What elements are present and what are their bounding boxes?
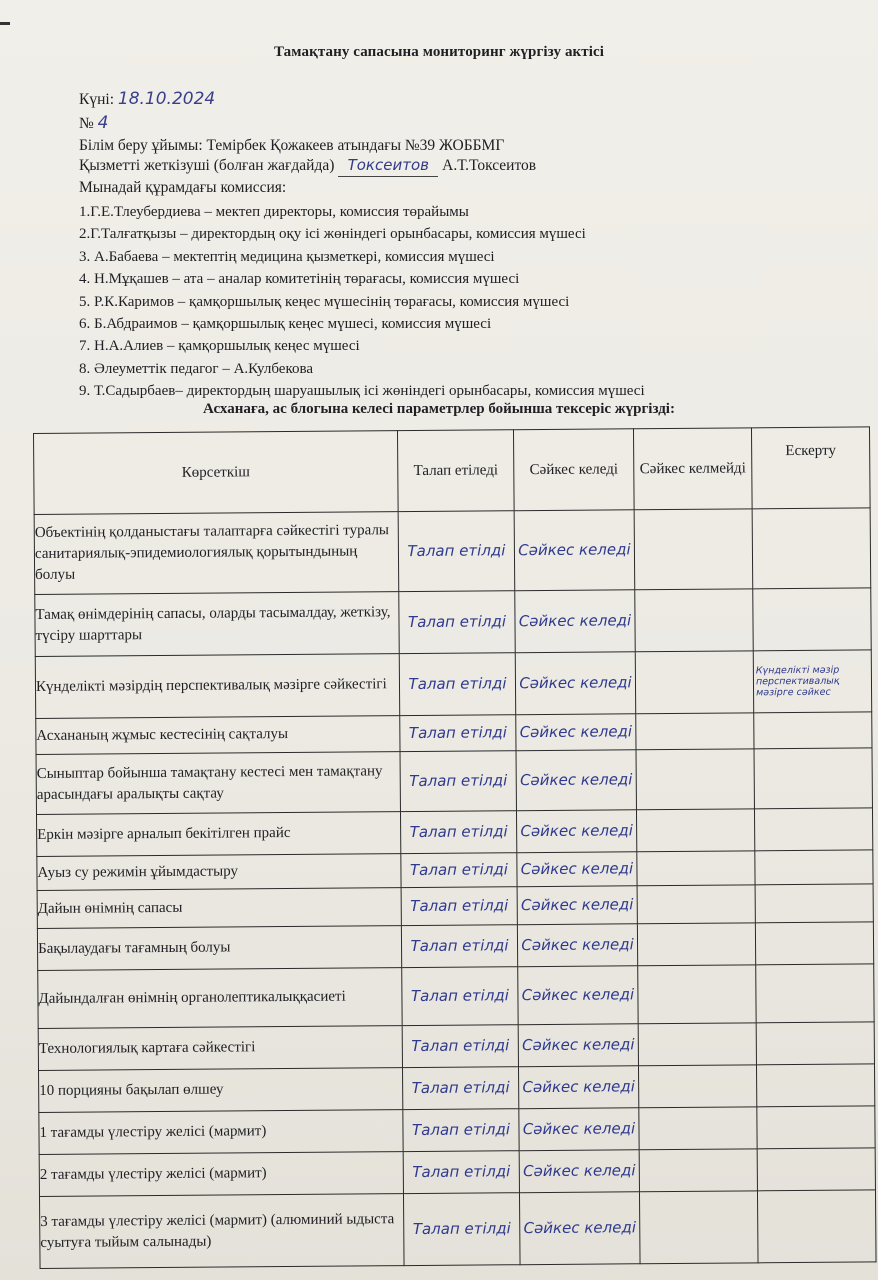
header-indicator: Көрсеткіш [34,431,399,515]
required-cell [399,653,515,716]
indicator-cell: 10 порцияны бақылап өлшеу [39,1068,403,1113]
compliant-value: Сәйкес келеді [520,859,634,879]
remark-value [757,1125,874,1130]
remark-cell [756,1022,874,1065]
compliant-value: Сәйкес келеді [519,770,633,790]
compliant-cell [516,810,636,853]
member-item: 8. Әлеуметтік педагог – А.Кулбекова [79,360,314,377]
compliant-value: Сәйкес келеді [519,673,632,693]
member-item: 7. Н.А.Алиев – қамқоршылық кеңес мүшесі [79,338,360,355]
remark-value [756,991,873,996]
compliant-value: Сәйкес келеді [519,722,633,742]
noncompliant-cell [638,965,756,1024]
indicator-cell: 3 тағамды үлестіру желісі (мармит) (алюминий ыдыста суытуға тыйым салынады) [39,1194,404,1269]
member-item: 5. Р.К.Каримов – қамқоршылық кеңес мүшесінің төрағасы, комиссия мүшесі [79,293,570,310]
table-row [35,650,871,719]
required-value: Талап етілді [409,860,508,880]
noncompliant-cell [637,851,755,886]
member-item: 6. Б.Абдраимов – қамқоршылық кеңес мүшесі, комиссия мүшесі [79,316,492,333]
required-cell [402,1067,518,1110]
member-item: 4. Н.Мұқашев – ата – аналар комитетінің төрағасы, комиссия мүшесі [79,271,520,288]
required-value: Талап етілді [407,612,507,632]
remark-value [755,827,872,832]
remark-value [756,941,873,946]
required-cell [402,967,518,1026]
compliant-value: Сәйкес келеді [520,895,634,915]
required-cell [403,1109,519,1152]
supplier-signature: Токсеитов [338,155,438,177]
page-corner-mark [0,22,10,25]
required-cell [399,591,515,654]
required-value: Талап етілді [410,986,509,1006]
header-noncompliant: Сәйкес келмейді [633,428,752,510]
compliant-value: Сәйкес келеді [522,1077,635,1097]
remark-cell [754,808,872,851]
table-row [38,1022,874,1071]
table-row [39,1190,876,1269]
required-value: Талап етілді [408,723,507,743]
table-header-row [34,427,871,515]
compliant-cell [516,750,636,811]
table-row [39,1106,875,1155]
required-cell [400,811,516,854]
indicator-cell: 1 тағамды үлестіру желісі (мармит) [39,1110,403,1155]
document-title: Тамақтану сапасына мониторинг жүргізу актісі [273,44,605,60]
required-cell [401,925,517,968]
remark-cell [757,1106,875,1149]
commission-members [79,201,645,403]
date-line [79,89,215,110]
header-remark: Ескерту [751,427,870,509]
remark-value [757,1041,874,1046]
required-value: Талап етілді [411,1120,511,1140]
table-row [39,1148,875,1197]
noncompliant-cell [639,1107,757,1150]
indicator-cell: Сыныптар бойынша тамақтану кестесі мен тамақтану арасындағы аралықты сақтау [36,752,400,815]
indicator-cell: Дайындалған өнімнің органолептикалыққасиеті [38,968,402,1029]
noncompliant-cell [634,509,753,590]
table-row [37,884,873,929]
remark-cell [756,964,874,1023]
compliant-value: Сәйкес келеді [523,1161,636,1181]
compliant-cell [518,1066,638,1109]
table-row [39,1064,875,1113]
remark-value [753,546,870,551]
indicator-cell: Технологиялық картаға сәйкестігі [38,1026,402,1071]
compliant-cell [519,1108,639,1151]
compliant-value: Сәйкес келеді [518,611,632,631]
required-value: Талап етілді [411,1078,510,1098]
table-row [36,808,872,857]
remark-cell [752,508,871,589]
indicator-cell: Объектінің қолданыстағы талаптарға сәйкестігі туралы санитариялық-эпидемиологиялық қорытындының болуы [34,512,399,595]
table-row [37,922,873,971]
remark-cell [757,1148,875,1191]
remark-value [755,776,872,781]
compliant-cell [518,1024,638,1067]
required-cell [400,715,516,752]
required-value: Талап етілді [410,936,509,956]
noncompliant-cell [636,809,754,852]
indicator-cell: Бақылаудағы тағамның болуы [37,926,401,971]
required-cell [403,1193,520,1266]
compliant-value: Сәйкес келеді [521,985,635,1005]
table-row [38,964,874,1029]
compliant-value: Сәйкес келеді [518,540,631,560]
remark-cell [753,650,871,713]
number-label: № [79,115,94,132]
remark-cell [755,922,873,965]
remark-cell [755,884,873,923]
noncompliant-cell [636,713,754,750]
remark-cell [753,588,871,651]
remark-value [758,1167,875,1172]
supplier-name: А.Т.Токсеитов [442,157,537,174]
required-value: Талап етілді [410,896,509,916]
header-compliant: Сәйкес келеді [513,429,634,511]
supplier-label: Қызметті жеткізуші (болған жағдайда) [79,157,335,174]
noncompliant-cell [635,651,753,714]
remark-value [757,1083,874,1088]
indicator-cell: 2 тағамды үлестіру желісі (мармит) [39,1152,403,1197]
remark-cell [754,712,872,749]
required-cell [401,887,517,926]
remark-value [755,865,872,870]
noncompliant-cell [636,749,754,810]
compliant-cell [516,714,636,751]
table-row [36,748,872,815]
compliant-cell [519,1192,640,1265]
compliant-cell [517,852,637,887]
required-value: Талап етілді [412,1219,511,1239]
noncompliant-cell [639,1149,757,1192]
noncompliant-cell [638,1065,756,1108]
remark-value: Күнделікті мәзір перспективалық мәзірге сәйкес [755,664,840,699]
remark-cell [756,1064,874,1107]
noncompliant-cell [637,923,755,966]
compliant-value: Сәйкес келеді [522,1119,636,1139]
compliant-cell [514,510,635,591]
indicator-cell: Еркін мәзірге арналып бекітілген прайс [36,812,400,857]
noncompliant-cell [637,885,755,924]
inspection-table [33,426,877,1269]
required-value: Талап етілді [411,1036,510,1056]
required-value: Талап етілді [408,674,507,694]
member-item: 9. Т.Садырбаев– директордың шаруашылық ісі жөніндегі орынбасары, комиссия мүшесі [79,383,645,400]
compliant-value: Сәйкес келеді [520,821,633,841]
remark-value [758,1224,875,1229]
required-value: Талап етілді [412,1162,511,1182]
compliant-cell [519,1150,639,1193]
compliant-cell [515,652,635,715]
member-item: 1.Г.Е.Тлеубердиева – мектеп директоры, комиссия төрайымы [79,204,469,220]
compliant-cell [517,924,637,967]
noncompliant-cell [638,1023,756,1066]
noncompliant-cell [635,589,753,652]
header-required: Талап етіледі [397,430,514,512]
required-cell [402,1025,518,1068]
compliant-value: Сәйкес келеді [523,1218,637,1238]
compliant-cell [517,886,637,925]
required-value: Талап етілді [407,541,506,561]
required-cell [401,853,517,888]
date-value: 18.10.2024 [117,89,216,109]
required-cell [403,1151,519,1194]
indicator-cell: Асхананың жұмыс кестесінің сақталуы [36,716,400,755]
date-label: Күні: [79,91,114,108]
required-value: Талап етілді [409,771,508,791]
compliant-value: Сәйкес келеді [521,935,634,955]
inspection-subtitle: Асханаға, ас блогына келесі параметрлер бойынша тексеріс жүргізді: [203,401,675,417]
table-row [35,588,871,657]
required-value: Талап етілді [409,822,508,842]
number-line [79,113,109,134]
remark-value [753,617,870,622]
remark-value [754,728,871,733]
member-item: 2.Г.Талғатқызы – директордың оқу ісі жөніндегі орынбасары, комиссия мүшесі [79,226,586,243]
indicator-cell: Күнделікті мәзірдің перспективалық мәзірге сәйкестігі [35,654,399,719]
remark-value [756,901,873,906]
indicator-cell: Ауыз су режимін ұйымдастыру [37,854,401,891]
compliant-value: Сәйкес келеді [522,1035,635,1055]
commission-intro: Мынадай құрамдағы комиссия: [79,179,287,196]
member-item: 3. А.Бабаева – мектептің медицина қызметкері, комиссия мүшесі [79,248,495,265]
organization-line: Білім беру ұйымы: Темірбек Қожакеев атындағы №39 ЖОББМГ [79,137,505,154]
indicator-cell: Тамақ өнімдерінің сапасы, оларды тасымалдау, жеткізу, түсіру шарттары [35,592,399,657]
remark-cell [754,748,872,809]
remark-cell [757,1190,876,1263]
remark-cell [755,850,873,885]
indicator-cell: Дайын өнімнің сапасы [37,888,401,929]
compliant-cell [518,966,638,1025]
table-row [34,508,871,595]
required-cell [400,751,516,812]
noncompliant-cell [639,1191,758,1264]
required-cell [398,511,515,592]
supplier-line [79,155,536,177]
compliant-cell [515,590,635,653]
number-value: 4 [97,113,109,133]
